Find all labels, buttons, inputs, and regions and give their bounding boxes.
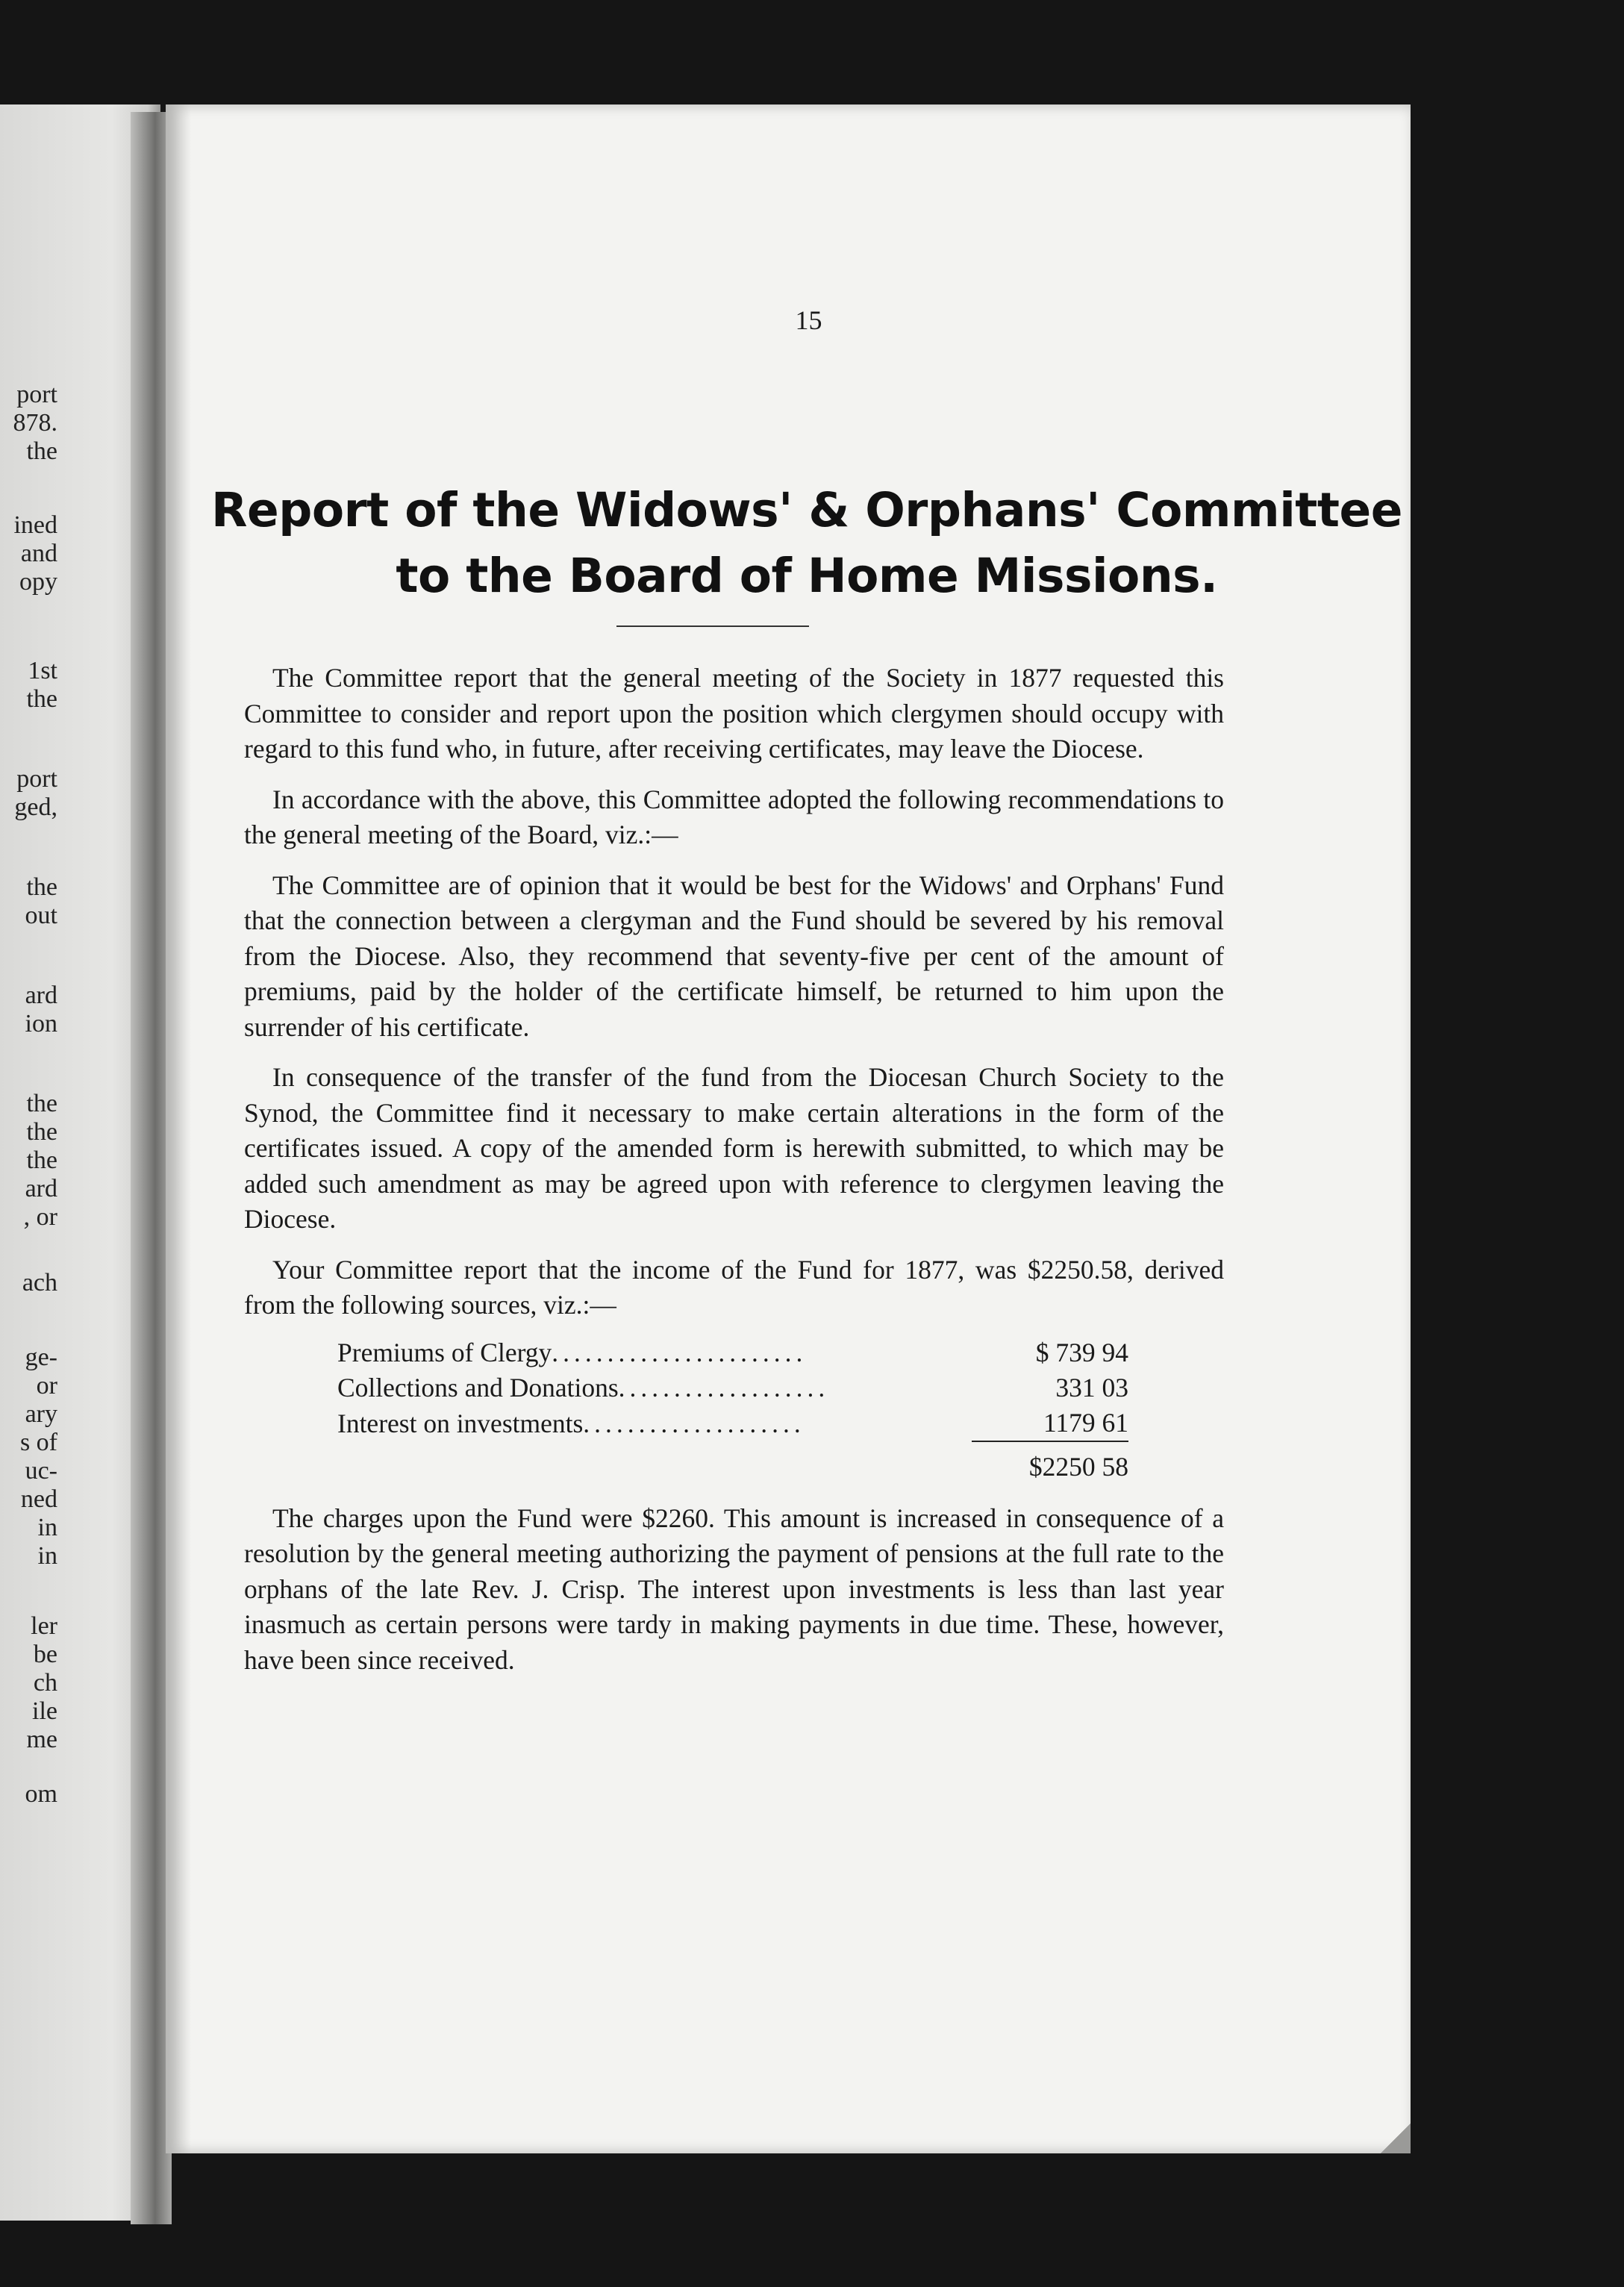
left-page-fragments-group-6: [25, 982, 57, 1038]
left-fragment: 878.: [13, 409, 57, 437]
left-fragment: the: [26, 1118, 57, 1146]
title-divider: [616, 625, 809, 627]
income-table: [337, 1335, 1128, 1485]
left-fragment: ined: [13, 511, 57, 539]
page-title: [203, 478, 1411, 609]
total-spacer: [337, 1441, 972, 1485]
paragraph: In accordance with the above, this Committee adopted the following recommendations to the general meeting of the Board, viz.:—: [244, 784, 1224, 849]
left-fragment: 1st: [28, 657, 57, 684]
left-fragment: ach: [22, 1269, 57, 1297]
paragraph: The Committee are of opinion that it would be best for the Widows' and Orphans' Fund that the connection between a clergyman and the Fund should be severed by his removal from the Diocese. Also, they recommend that seventy-five per cent of the amount of premiums, paid by the holder of the certificate himself, be returned to him upon the surrender of his certificate.: [244, 870, 1224, 1042]
left-fragment: ged,: [14, 793, 57, 821]
left-page-fragments-group-3: [26, 657, 57, 714]
left-fragment: the: [26, 685, 57, 713]
left-page-fragments-group-4: [14, 765, 57, 822]
left-fragment: ary: [25, 1400, 57, 1428]
page-corner-fold: [1381, 2124, 1411, 2153]
left-fragment: ard: [25, 1175, 57, 1202]
income-amount: $ 739 94: [1035, 1337, 1128, 1367]
paragraph: In consequence of the transfer of the fund from the Diocesan Church Society to the Synod, the Committee find it necessary to make certain alterations in the form of the certificates issued. A copy of the amended form is herewith submitted, to which may be added such amendment as may be agreed upon with reference to clergymen leaving the Diocese.: [244, 1062, 1224, 1234]
paragraph: The Committee report that the general meeting of the Society in 1877 requested this Committee to consider and report upon the position which clergymen should occupy with regard to this fund who, in future, after receiving certificates, may leave the Diocese.: [244, 663, 1224, 764]
left-fragment: , or: [23, 1203, 57, 1231]
left-page-fragments-group-1: [13, 381, 58, 466]
left-fragment: ion: [25, 1010, 57, 1038]
left-fragment: and: [20, 540, 57, 567]
left-fragment: ile: [32, 1697, 57, 1725]
closing-paragraph: The charges upon the Fund were $2260. This amount is increased in consequence of a resolution by the general meeting authorizing the payment of pensions at the full rate to the orphans of the late Rev. J. Crisp. The interest upon investments is less than last year inasmuch as certain persons were tardy in making payments in due time. These, however, have been since received.: [244, 1503, 1224, 1675]
left-fragment: s of: [19, 1429, 57, 1456]
left-fragment: ge-: [25, 1344, 57, 1371]
left-fragment: ned: [20, 1485, 57, 1513]
title-line-1: Report of the Widows' & Orphans' Committee: [211, 483, 1402, 537]
left-page-fragments-group-10: [26, 1612, 57, 1754]
income-source-label: Premiums of Clergy: [337, 1337, 552, 1367]
left-page-fragments-group-11: [25, 1780, 57, 1809]
leader-dots: ...................: [618, 1372, 830, 1403]
document-page: [166, 104, 1411, 2153]
left-page-fragments-group-8: [22, 1269, 57, 1297]
income-source-label: Interest on investments: [337, 1408, 584, 1438]
table-row: [337, 1370, 1128, 1405]
left-fragment: me: [26, 1726, 57, 1753]
total-row: [337, 1441, 1128, 1485]
left-fragment: the: [26, 873, 57, 901]
left-fragment: the: [26, 1090, 57, 1117]
page-number: 15: [795, 305, 822, 335]
title-line-2: to the Board of Home Missions.: [396, 549, 1218, 603]
left-fragment: port: [16, 381, 57, 408]
table-row: [337, 1405, 1128, 1441]
left-page-fragments-group-5: [25, 873, 57, 930]
income-source-label: Collections and Donations: [337, 1372, 619, 1403]
paragraph: Your Committee report that the income of the Fund for 1877, was $2250.58, derived from the following sources, viz.:—: [244, 1254, 1224, 1320]
left-fragment: the: [26, 1146, 57, 1174]
left-page-fragments-group-7: [24, 1090, 57, 1232]
left-fragment: ch: [33, 1669, 57, 1697]
income-source-cell: [337, 1370, 972, 1405]
income-source-cell: [337, 1335, 972, 1370]
income-amount: 331 03: [1055, 1372, 1128, 1403]
left-fragment: port: [16, 765, 57, 793]
left-fragment: uc-: [25, 1457, 57, 1485]
left-fragment: in: [37, 1542, 57, 1570]
table-row: [337, 1335, 1128, 1370]
leader-dots: .......................: [552, 1337, 808, 1367]
left-fragment: om: [25, 1780, 57, 1808]
left-fragment: the: [26, 437, 57, 465]
left-fragment: or: [36, 1372, 57, 1400]
left-fragment: ler: [31, 1612, 57, 1640]
left-fragment: in: [37, 1514, 57, 1541]
left-fragment: ard: [25, 982, 57, 1009]
report-body: [244, 661, 1224, 1693]
left-fragment: be: [33, 1641, 57, 1668]
left-fragment: out: [25, 902, 57, 929]
income-source-cell: [337, 1405, 972, 1441]
left-page-fragments-group-9: [20, 1344, 57, 1570]
income-total: $2250 58: [972, 1441, 1128, 1485]
left-page-fragments-group-2: [13, 511, 57, 596]
left-fragment: opy: [19, 568, 57, 596]
income-amount: 1179 61: [1043, 1407, 1128, 1438]
leader-dots: ....................: [583, 1408, 805, 1438]
